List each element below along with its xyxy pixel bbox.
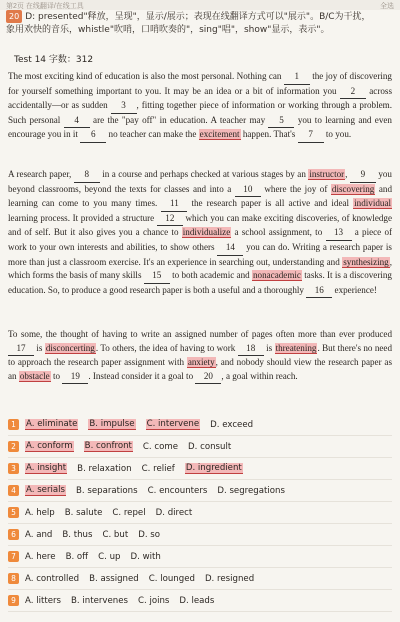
blank[interactable]: 5 xyxy=(268,114,294,129)
question-number-badge: 1 xyxy=(8,419,19,430)
status-bar xyxy=(0,0,400,10)
blank[interactable]: 15 xyxy=(144,269,170,284)
highlighted-word[interactable]: disconcerting xyxy=(45,342,95,353)
blank[interactable]: 19 xyxy=(62,370,88,385)
blank[interactable]: 13 xyxy=(326,226,352,241)
option-row xyxy=(8,502,392,524)
text: , xyxy=(345,169,348,179)
text: A research paper, xyxy=(8,169,72,179)
blank[interactable]: 8 xyxy=(74,168,100,183)
option-choice[interactable]: A. litters xyxy=(25,595,62,606)
option-choice[interactable]: A. controlled xyxy=(25,573,80,584)
option-choice[interactable]: C. lounged xyxy=(148,573,195,584)
highlighted-word[interactable]: obstacle xyxy=(19,370,50,381)
blank[interactable]: 16 xyxy=(306,284,332,299)
option-row xyxy=(8,546,392,568)
highlighted-word[interactable]: discovering xyxy=(331,183,375,194)
option-choice[interactable]: B. thus xyxy=(62,529,93,540)
text: To some, the thought of having to write an assigned number of pages often more than ever produced xyxy=(8,329,392,339)
question-number-badge: 4 xyxy=(8,485,19,496)
blank[interactable]: 1 xyxy=(284,70,310,85)
highlighted-word[interactable]: excitement xyxy=(199,129,240,140)
text: you can do. Writing a research paper is more than just a classroom exercise. It's an experience in searching out, understanding and xyxy=(8,241,392,267)
option-choice[interactable]: C. encounters xyxy=(147,485,208,496)
option-choice[interactable]: C. up xyxy=(98,551,121,562)
option-choice[interactable]: D. leads xyxy=(179,595,215,606)
option-choice[interactable]: A. insight xyxy=(26,463,67,473)
option-choice[interactable]: D. ingredient xyxy=(185,463,242,473)
option-row xyxy=(8,480,392,502)
text: . Instead consider it a goal to xyxy=(88,370,194,381)
option-choice[interactable]: B. confront xyxy=(84,441,132,451)
option-choice[interactable]: C. relief xyxy=(141,463,175,474)
topbar-left-text: 第2页 在线翻译/在线工具 xyxy=(6,3,84,10)
blank[interactable]: 11 xyxy=(161,197,187,212)
text: a school assignment, to xyxy=(234,227,323,238)
blank[interactable]: 6 xyxy=(80,128,106,143)
text: to xyxy=(52,370,61,381)
highlighted-word[interactable]: threatening xyxy=(275,342,317,353)
text: , and nobody should view the research paper as an xyxy=(8,357,392,381)
option-choice[interactable]: D. segregations xyxy=(217,485,285,496)
option-choice[interactable]: B. intervenes xyxy=(71,595,128,606)
option-choice[interactable]: D. consult xyxy=(188,441,232,452)
highlighted-word[interactable]: synthesizing xyxy=(343,256,389,267)
option-choice[interactable]: C. come xyxy=(142,441,179,452)
text: learning process. It provided a structure xyxy=(8,212,155,223)
option-choice[interactable]: C. intervene xyxy=(146,419,200,429)
option-choice[interactable]: C. but xyxy=(102,529,129,540)
highlighted-word[interactable]: individual xyxy=(354,198,392,209)
question-number-badge: 9 xyxy=(8,595,19,606)
question-number-badge: 20 xyxy=(6,10,22,23)
text: the research paper is all active and ideal xyxy=(191,198,350,209)
option-choice[interactable]: A. help xyxy=(25,507,55,518)
question-number-badge: 8 xyxy=(8,573,19,584)
answer-explanation xyxy=(6,10,394,37)
option-row xyxy=(8,524,392,546)
document-page xyxy=(0,10,400,622)
paragraph-1 xyxy=(8,70,392,143)
option-choice[interactable]: B. off xyxy=(65,551,89,562)
question-number-badge: 5 xyxy=(8,507,19,518)
text: , which forms the basis of many skills xyxy=(8,256,393,281)
option-choice[interactable]: B. assigned xyxy=(89,573,139,584)
highlighted-word[interactable]: individualize xyxy=(182,227,231,238)
highlighted-word[interactable]: instructor xyxy=(309,169,345,179)
text: , fitting together piece of information or working through a problem. Such personal xyxy=(8,100,392,125)
text: the joy of discovering for yourself something important to you. It may be an idea or a bit of information you xyxy=(8,71,392,96)
options-list xyxy=(8,414,392,612)
question-number-badge: 2 xyxy=(8,441,19,452)
text: a piece of work to your own interests and abilities, to show others xyxy=(8,227,393,252)
text: in a course and perhaps checked at various stages by an xyxy=(102,169,306,179)
blank[interactable]: 20 xyxy=(195,370,221,385)
text: is xyxy=(266,342,273,353)
text: to both academic and xyxy=(172,270,250,281)
text: across accidentally—or as sudden xyxy=(8,85,392,111)
option-choice[interactable]: D. direct xyxy=(155,507,193,518)
option-choice[interactable]: A. serials xyxy=(26,485,66,495)
blank[interactable]: 10 xyxy=(235,183,261,198)
question-number-badge: 6 xyxy=(8,529,19,540)
blank[interactable]: 7 xyxy=(298,128,324,143)
text: happen. That's xyxy=(242,129,296,140)
blank[interactable]: 18 xyxy=(238,342,264,357)
blank[interactable]: 3 xyxy=(111,99,137,114)
blank[interactable]: 4 xyxy=(64,114,90,129)
highlighted-word[interactable]: anxiety xyxy=(187,357,215,368)
question-number-badge: 7 xyxy=(8,551,19,562)
blank[interactable]: 12 xyxy=(157,212,183,227)
blank[interactable]: 17 xyxy=(8,342,34,357)
blank[interactable]: 2 xyxy=(340,85,366,100)
test-title: Test 14 字数：312 xyxy=(14,55,94,65)
text: , a goal within reach. xyxy=(221,370,298,381)
text: where the joy of xyxy=(264,183,328,194)
option-choice[interactable]: D. exceed xyxy=(210,419,254,430)
text: tasks. It is a discovering education. So, to produce a good research paper is both a useful and a thoroughly xyxy=(8,270,392,295)
option-choice[interactable]: A. conform xyxy=(26,441,73,451)
text: are the "pay off" in education. A teacher may xyxy=(93,114,266,125)
text: experience! xyxy=(334,284,377,295)
option-row xyxy=(8,590,392,612)
explanation-line-1: D: presented"释放，呈现"，显示/展示；表现在线翻译方式可以"展示"。B/C为干扰， xyxy=(25,12,371,22)
option-row xyxy=(8,568,392,590)
option-choice[interactable]: A. eliminate xyxy=(26,419,78,429)
blank[interactable]: 14 xyxy=(217,241,243,256)
paragraph-2 xyxy=(8,168,392,298)
highlighted-word[interactable]: nonacademic xyxy=(252,270,301,281)
option-choice[interactable]: B. impulse xyxy=(89,419,135,429)
text: you beyond classrooms, beyond the texts for classes and into a xyxy=(8,169,392,194)
question-number-badge: 3 xyxy=(8,463,19,474)
option-choice[interactable]: D. resigned xyxy=(204,573,255,584)
select-all-button[interactable]: 全选 xyxy=(380,3,394,10)
option-choice[interactable]: D. with xyxy=(130,551,161,562)
text: to you. xyxy=(325,129,352,140)
option-choice[interactable]: C. repel xyxy=(112,507,146,518)
text: no teacher can make the xyxy=(108,129,197,140)
paragraph-3 xyxy=(8,328,392,384)
text: you to learning and even encourage you in it xyxy=(8,114,392,140)
option-choice[interactable]: B. separations xyxy=(76,485,138,496)
option-choice[interactable]: C. joins xyxy=(137,595,170,606)
option-choice[interactable]: D. so xyxy=(138,529,161,540)
option-choice[interactable]: A. here xyxy=(25,551,56,562)
option-choice[interactable]: B. salute xyxy=(64,507,103,518)
blank[interactable]: 9 xyxy=(350,168,376,183)
option-row xyxy=(8,458,392,480)
text: The most exciting kind of education is also the most personal. Nothing can xyxy=(8,71,282,81)
explanation-line-2: 象用欢快的音乐，whistle"吹哨，口哨吹奏的"，sing"唱"，show"显示，表示"。 xyxy=(6,25,330,35)
text: . But there's no need to approach the research paper assignment with xyxy=(8,342,393,368)
text: which you can make exciting discoveries, of knowledge and of self. But it also gives you a chance to xyxy=(8,212,392,238)
text: is xyxy=(36,342,43,353)
text: . To others, the idea of having to work xyxy=(95,342,236,353)
option-row xyxy=(8,436,392,458)
option-row xyxy=(8,414,392,436)
option-choice[interactable]: B. relaxation xyxy=(77,463,132,474)
option-choice[interactable]: A. and xyxy=(25,529,53,540)
text: and learning can come to you many times. xyxy=(8,183,392,209)
